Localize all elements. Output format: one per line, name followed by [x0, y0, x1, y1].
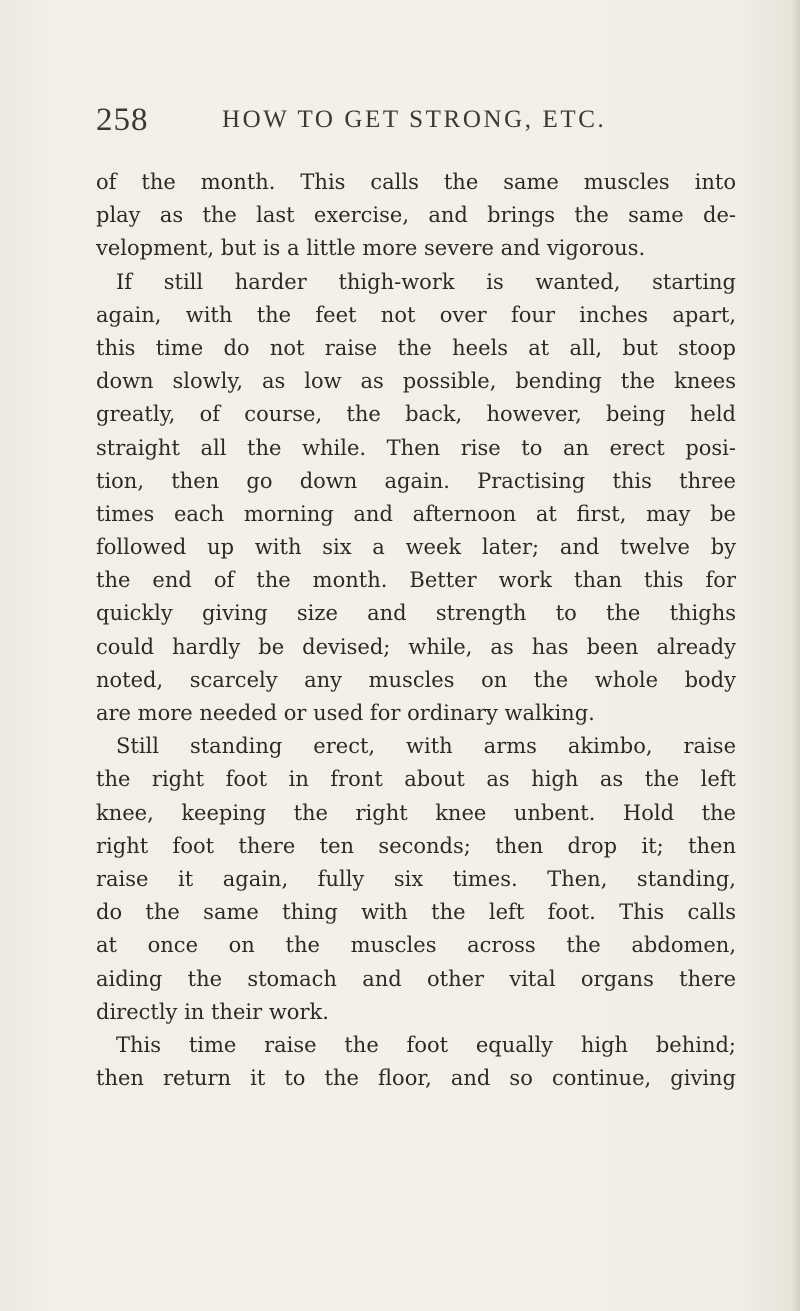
text-line: velopment, but is a little more severe and vigorous. [96, 236, 646, 261]
text-line: the right foot in front about as high as the left [96, 767, 736, 792]
text-line: play as the last exercise, and brings the same de- [96, 203, 736, 228]
text-line: If still harder thigh-work is wanted, starting [116, 269, 736, 294]
text-line: raise it again, fully six times. Then, standing, [96, 866, 736, 891]
text-line: right foot there ten seconds; then drop it; then [96, 833, 736, 858]
text-line: greatly, of course, the back, however, being held [96, 402, 736, 427]
text-line: This time raise the foot equally high behind; [116, 1032, 736, 1057]
text-line: could hardly be devised; while, as has been already [96, 634, 736, 659]
text-line: the end of the month. Better work than this for [96, 568, 736, 593]
body-text [96, 166, 736, 1095]
running-title: HOW TO GET STRONG, ETC. [222, 106, 607, 133]
text-line: tion, then go down again. Practising this three [96, 468, 736, 493]
text-line: noted, scarcely any muscles on the whole body [96, 667, 736, 692]
page-edge-shadow [791, 0, 800, 1311]
text-line: of the month. This calls the same muscles into [96, 170, 736, 194]
text-line: times each morning and afternoon at first, may be [96, 501, 736, 526]
text-line: again, with the feet not over four inches apart, [96, 302, 736, 327]
text-line: aiding the stomach and other vital organs there [96, 966, 736, 991]
text-line: straight all the while. Then rise to an erect posi- [96, 435, 736, 460]
text-line: do the same thing with the left foot. This calls [96, 900, 736, 925]
text-line: quickly giving size and strength to the thighs [96, 601, 736, 626]
text-line: this time do not raise the heels at all, but stoop [96, 335, 736, 360]
text-line: are more needed or used for ordinary walking. [96, 701, 595, 725]
text-line: knee, keeping the right knee unbent. Hold the [96, 800, 736, 825]
text-line: Still standing erect, with arms akimbo, raise [116, 734, 736, 759]
text-line: followed up with six a week later; and twelve by [96, 535, 736, 560]
running-head [96, 100, 736, 140]
text-line: down slowly, as low as possible, bending the knees [96, 369, 736, 394]
text-line: directly in their work. [96, 999, 329, 1024]
text-line: at once on the muscles across the abdomen, [96, 933, 736, 958]
page-number: 258 [96, 102, 149, 138]
text-line: then return it to the floor, and so continue, giving [96, 1066, 736, 1091]
